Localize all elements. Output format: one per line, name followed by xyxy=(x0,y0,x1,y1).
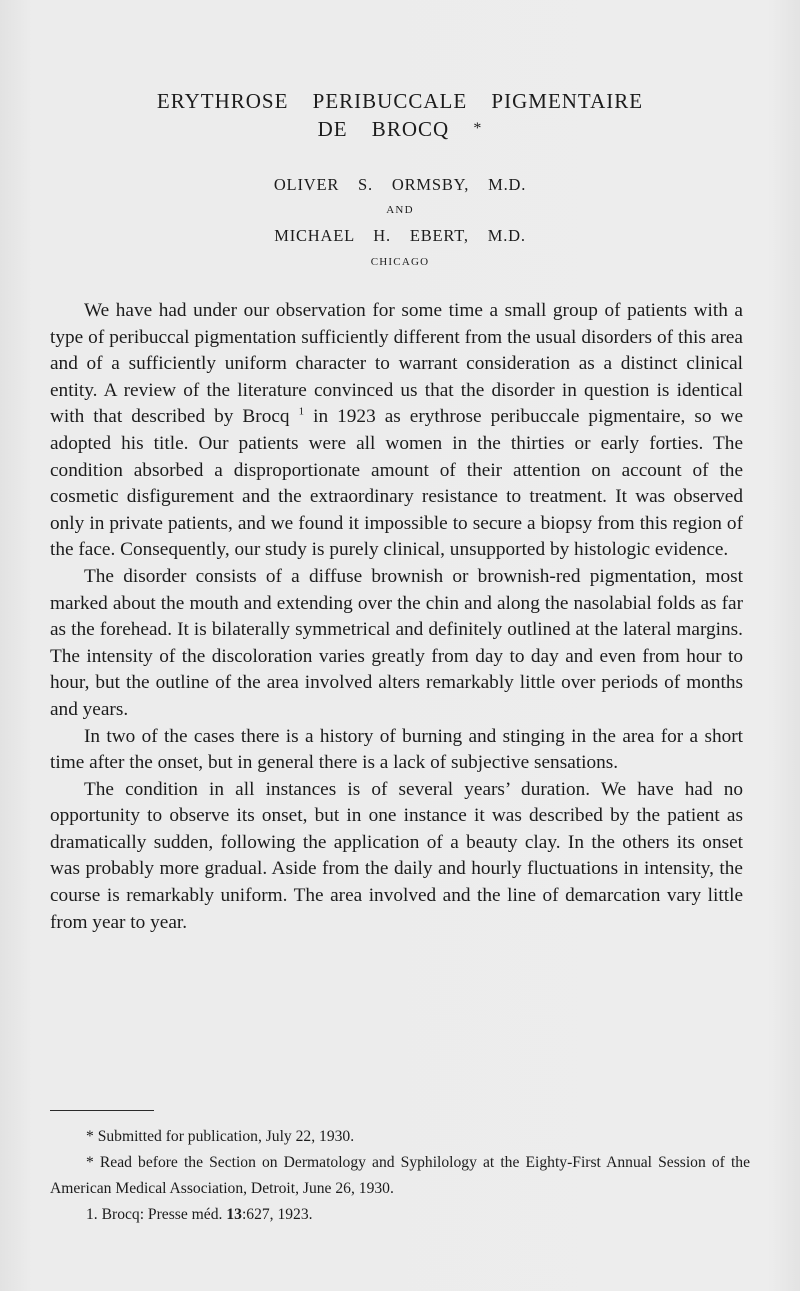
paragraph-3: In two of the cases there is a history of burning and stinging in the area for a short time after the onset, but in general there is a lack of subjective sensations. xyxy=(50,725,743,774)
article-body xyxy=(50,298,743,936)
author-conjunction: AND xyxy=(386,204,414,216)
reference-mark: 1 xyxy=(298,405,305,418)
footnote-read-before: * Read before the Section on Dermatology and Syphilology at the Eighty-First Annual Session of the American Medical Association, Detroit, June 26, 1930. xyxy=(50,1154,750,1197)
author-2: MICHAEL H. EBERT, M.D. xyxy=(274,226,526,245)
paragraph-4: The condition in all instances is of several years’ duration. We have had no opportunity to observe its onset, but in one instance it was described by the patient as dramatically sudden, following the application of a beauty clay. In the others its onset was probably more gradual. Aside from the daily and hourly fluctuations in intensity, the course is remarkably uniform. The area involved and the line of demarcation vary little from year to year. xyxy=(50,778,743,933)
footnote-reference-1-source: 1. Brocq: Presse méd. xyxy=(86,1206,223,1223)
footnote-submitted: * Submitted for publication, July 22, 1930. xyxy=(86,1128,355,1145)
title-line-2-text: DE BROCQ xyxy=(317,117,450,141)
title-line-1: ERYTHROSE PERIBUCCALE PIGMENTAIRE xyxy=(156,89,644,113)
paragraph-1 xyxy=(50,298,743,564)
footnote-divider xyxy=(50,1110,154,1111)
title-line-2 xyxy=(60,115,740,143)
article-title xyxy=(60,88,740,143)
footnote-reference-1-pages: :627, 1923. xyxy=(241,1206,313,1223)
title-footnote-mark: * xyxy=(473,120,483,137)
footnotes xyxy=(50,1124,750,1228)
paragraph-2: The disorder consists of a diffuse brownish or brownish-red pigmentation, most marked about the mouth and extending over the chin and along the nasolabial folds as far as the forehead. It is bilaterally symmetrical and definitely outlined at the lateral margins. The intensity of the discoloration varies greatly from day to day and even from hour to hour, but the outline of the area involved alters remarkably little over periods of months and years. xyxy=(50,565,743,720)
paragraph-1-part-a: We have had under our observation for some time a small group of patients with a type of peribuccal pigmentation sufficiently different from the usual disorders of this area and of a sufficiently uniform character to warrant consideration as a distinct clinical entity. A review of the literature convinced us that the disorder in question is identical with that described by Brocq xyxy=(50,300,743,428)
author-location: CHICAGO xyxy=(370,256,430,268)
author-1: OLIVER S. ORMSBY, M.D. xyxy=(273,175,527,194)
footnote-reference-1 xyxy=(50,1202,750,1228)
footnote-reference-1-volume: 13 xyxy=(226,1206,242,1223)
paragraph-1-part-b: in 1923 as erythrose peribuccale pigmentaire, so we adopted his title. Our patients were all women in the thirties or early forties. The condition absorbed a disproportionate amount of their attention on account of the cosmetic disfigurement and the extraordinary resistance to treatment. It was observed only in private patients, and we found it impossible to secure a biopsy from this region of the face. Consequently, our study is purely clinical, unsupported by histologic evidence. xyxy=(50,406,744,561)
